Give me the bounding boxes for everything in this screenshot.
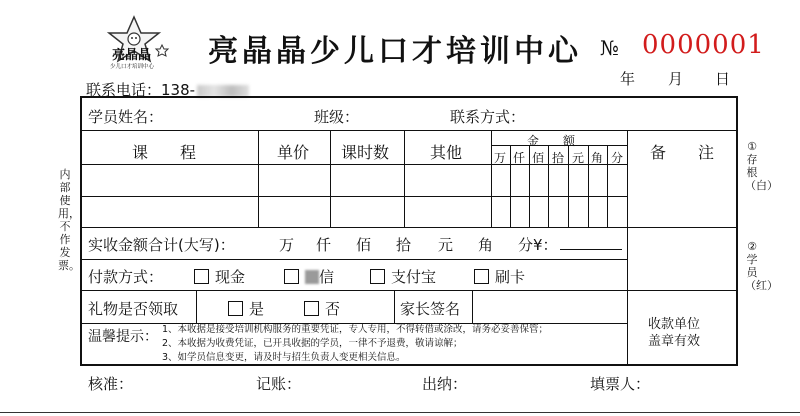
footer-cashier: 出纳： <box>422 375 468 393</box>
col-remark: 备 注 <box>650 143 715 162</box>
side-note-copy2: ②学员（红） <box>745 240 778 292</box>
amount-unit: 元 <box>572 151 585 165</box>
side-note-copy1: ①存根（白） <box>745 140 778 192</box>
col-hours: 课时数 <box>341 143 390 162</box>
gift-no-label: 否 <box>325 300 341 318</box>
stamp-line1: 收款单位 <box>648 317 701 332</box>
contact-method-label: 联系方式： <box>450 108 526 126</box>
payment-cash[interactable] <box>194 266 245 287</box>
logo-text: 亮晶晶 <box>112 48 152 63</box>
payment-cash-label: 现金 <box>215 268 246 286</box>
date-month: 月 <box>668 70 684 88</box>
checkbox-wechat[interactable] <box>284 269 299 284</box>
payment-wechat[interactable] <box>284 266 334 287</box>
total-unit: 佰 <box>356 236 372 254</box>
payment-wechat-label: 信 <box>319 268 335 286</box>
col-other: 其他 <box>430 143 463 162</box>
total-amount-underline <box>560 249 622 250</box>
checkbox-gift-no[interactable] <box>304 301 319 316</box>
payment-alipay[interactable] <box>370 266 436 287</box>
amount-unit: 佰 <box>532 151 545 165</box>
gift-label: 礼物是否领取 <box>88 300 179 318</box>
notice-line: 3、如学员信息变更，请及时与招生负责人变更相关信息。 <box>162 352 406 363</box>
payment-alipay-label: 支付宝 <box>391 268 437 286</box>
total-unit: 角 <box>478 236 494 254</box>
serial-number: 0000001 <box>642 30 765 60</box>
checkbox-cash[interactable] <box>194 269 209 284</box>
footer-bookkeeping: 记账： <box>256 375 302 393</box>
total-label: 实收金额合计(大写)： <box>88 236 235 254</box>
gift-yes-label: 是 <box>249 300 265 318</box>
total-fen-yen: 分¥： <box>518 236 558 254</box>
bottom-edge <box>0 412 800 413</box>
checkbox-alipay[interactable] <box>370 269 385 284</box>
amount-unit: 分 <box>611 151 624 165</box>
receipt-table <box>80 96 738 366</box>
class-label: 班级： <box>314 108 360 126</box>
date-day: 日 <box>715 70 731 88</box>
total-unit: 仟 <box>316 236 332 254</box>
parent-sign-label: 家长签名 <box>400 300 461 318</box>
side-note-internal: 内部使用，不作发票。 <box>58 168 80 272</box>
redacted-number <box>197 85 249 97</box>
total-unit: 拾 <box>396 236 412 254</box>
col-course: 课 程 <box>132 143 197 162</box>
notice-line: 1、本收据是接受培训机构服务的重要凭证，专人专用，不得转借或涂改，请务必妥善保管； <box>162 324 549 335</box>
payment-label: 付款方式： <box>88 268 164 286</box>
logo-subtext: 少儿口才培训中心 <box>110 64 155 70</box>
amount-unit: 万 <box>494 151 507 165</box>
footer-issuer: 填票人： <box>590 375 651 393</box>
page-title: 亮晶晶少儿口才培训中心 <box>208 34 582 69</box>
redacted-char <box>305 270 319 284</box>
footer-review: 核准： <box>88 375 134 393</box>
col-unit-price: 单价 <box>277 143 310 162</box>
contact-phone-label: 联系电话：138- <box>86 81 196 99</box>
student-name-label: 学员姓名： <box>88 108 164 126</box>
serial-prefix: № <box>600 36 619 60</box>
notice-line: 2、本收据为收费凭证，已开具收据的学员，一律不予退费，敬请谅解； <box>162 338 463 349</box>
date-year: 年 <box>620 70 636 88</box>
payment-card[interactable] <box>474 266 525 287</box>
total-unit: 万 <box>279 236 295 254</box>
amount-unit: 仟 <box>513 151 526 165</box>
checkbox-card[interactable] <box>474 269 489 284</box>
amount-unit: 角 <box>591 151 604 165</box>
checkbox-gift-yes[interactable] <box>228 301 243 316</box>
gift-no[interactable] <box>304 298 340 319</box>
gift-yes[interactable] <box>228 298 264 319</box>
col-amount: 金 额 <box>527 134 576 148</box>
amount-unit: 拾 <box>552 151 565 165</box>
payment-card-label: 刷卡 <box>495 268 526 286</box>
total-unit: 元 <box>438 236 454 254</box>
notice-label: 温馨提示： <box>88 329 158 345</box>
stamp-line2: 盖章有效 <box>648 334 701 349</box>
